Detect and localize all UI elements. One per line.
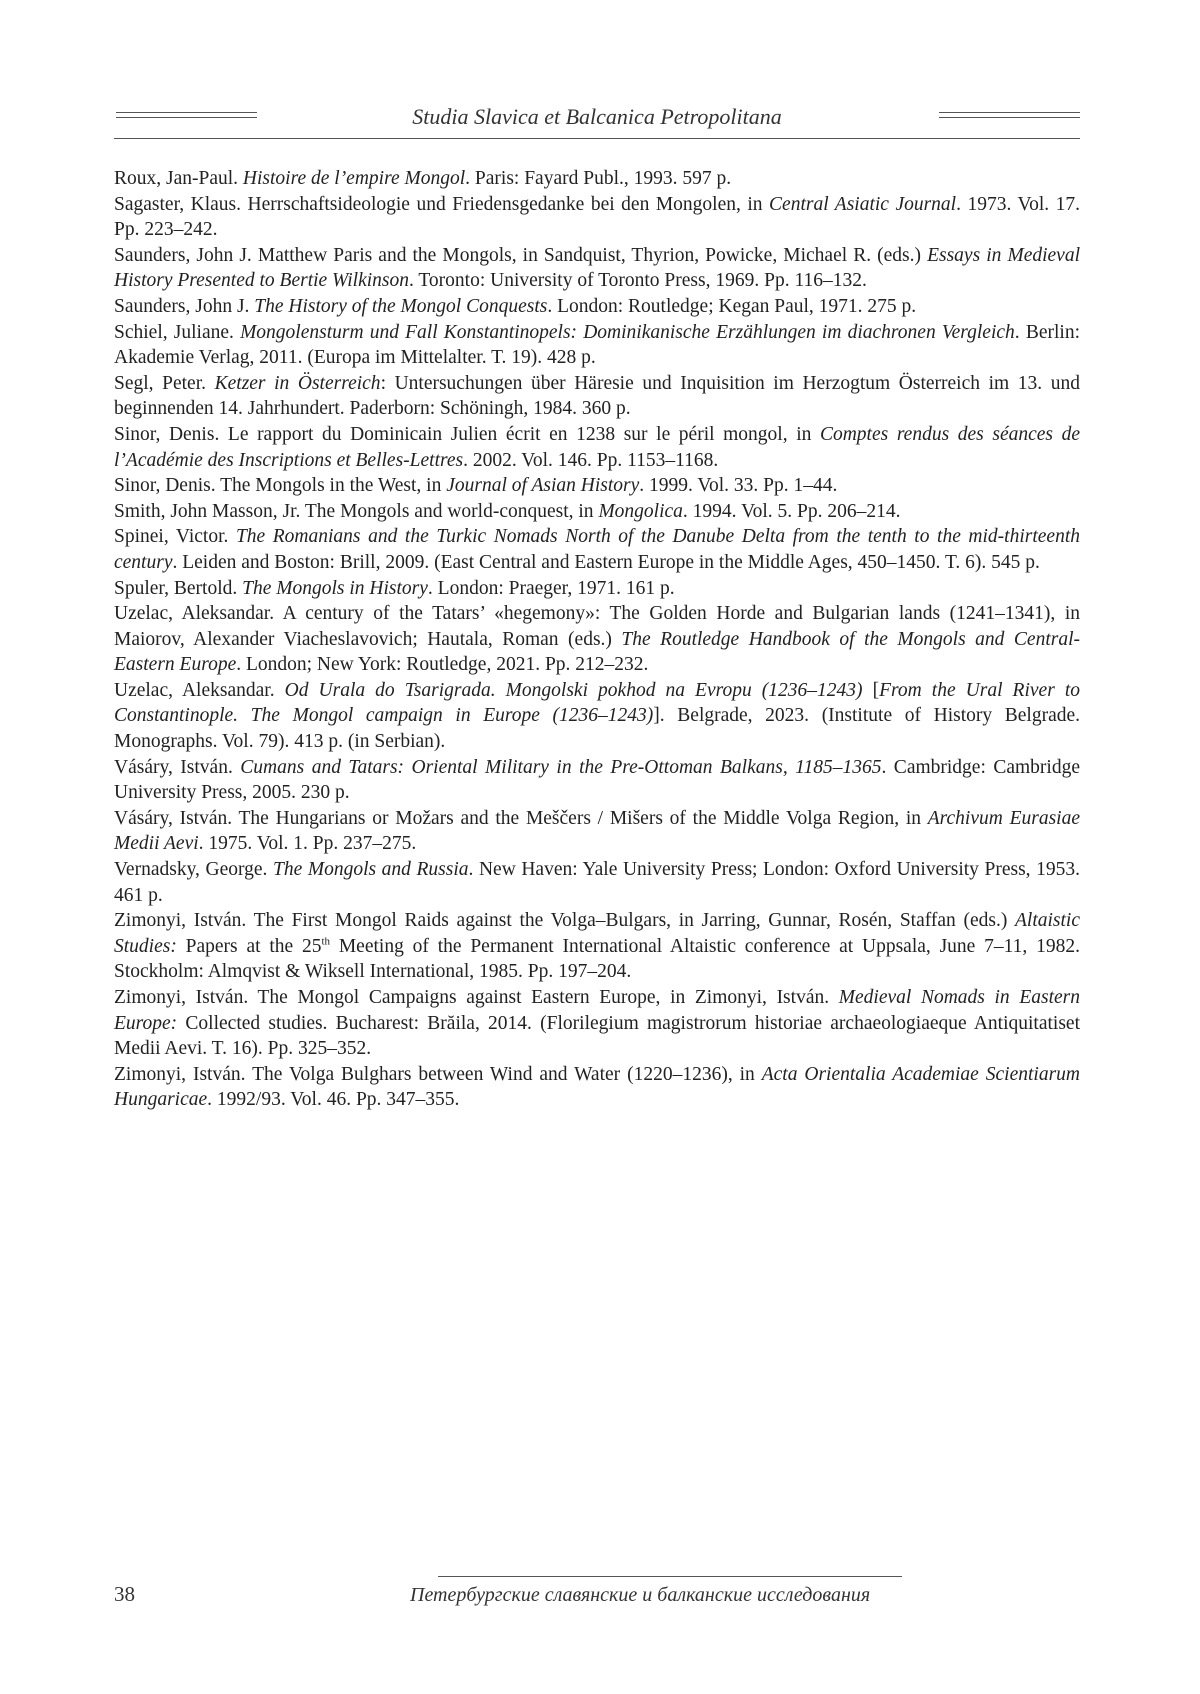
reference-text: : Untersuchungen über Häresie und Inquisition im Herzogtum Österreich im 13. und beginnenden 14. Jahrhundert. Paderborn: Schöningh, 1984. 360 p. (114, 372, 1080, 420)
reference-text: Papers at the 25 (176, 935, 322, 957)
italic-title: Mongolensturm und Fall Konstantinopels: Dominikanische Erzählungen im diachronen Vergleich (240, 321, 1015, 343)
reference-text: . New Haven: Yale University Press; London: Oxford University Press, 1953. 461 p. (114, 859, 1080, 906)
reference-entry (114, 294, 1080, 320)
reference-text: . London: Praeger, 1971. 161 p. (427, 577, 675, 599)
reference-text: . Cambridge: Cambridge University Press, 2005. 230 p. (114, 756, 1080, 804)
italic-title: The Mongols in History (242, 577, 428, 599)
italic-title: Medieval Nomads in Eastern Europe: (114, 987, 1080, 1034)
reference-text: . 1999. Vol. 33. Pp. 1–44. (639, 475, 838, 497)
reference-text: . Leiden and Boston: Brill, 2009. (East Central and Eastern Europe in the Middle Ages, 450–1450. T. 6). 545 p. (172, 551, 1040, 573)
italic-title: From the Ural River to Constantinople. The Mongol campaign in Europe (1236–1243) (114, 679, 1081, 727)
italic-title: Cumans and Tatars: Oriental Military in the Pre-Ottoman Balkans, 1185–1365 (240, 756, 882, 778)
reference-entry (114, 908, 1080, 985)
reference-text: Zimonyi, István. The Mongol Campaigns against Eastern Europe, in Zimonyi, István. (114, 987, 839, 1008)
reference-text: . Paris: Fayard Publ., 1993. 597 p. (465, 168, 732, 189)
superscript-text: th (321, 935, 331, 948)
reference-entry (114, 192, 1080, 243)
reference-text: Uzelac, Aleksandar. (114, 679, 285, 701)
footer-rule (438, 1576, 902, 1577)
reference-entry (114, 320, 1080, 371)
italic-title: Histoire de l’empire Mongol (242, 168, 466, 189)
reference-text: . 1992/93. Vol. 46. Pp. 347–355. (207, 1089, 460, 1111)
reference-entry (114, 1062, 1080, 1113)
reference-text: Sinor, Denis. The Mongols in the West, in (114, 475, 447, 497)
reference-text: Schiel, Juliane. (114, 321, 241, 343)
footer-journal-title: Петербургские славянские и балканские исследования (410, 1584, 871, 1606)
italic-title: Mongolica (598, 500, 683, 522)
reference-entry (114, 422, 1080, 473)
italic-title: The History of the Mongol Conquests (254, 295, 548, 317)
reference-text: . 1994. Vol. 5. Pp. 206–214. (682, 500, 901, 522)
reference-text: Vásáry, István. The Hungarians or Možars and the Meščers / Mišers of the Middle Volga Region, in (114, 807, 928, 829)
reference-text: Uzelac, Aleksandar. A century of the Tatars’ «hegemony»: The Golden Horde and Bulgarian lands (1241–1341), in Maiorov, Alexander Viacheslavovich; Hautala, Roman (eds.) (114, 603, 1080, 650)
reference-entry (114, 473, 1080, 499)
reference-text: Vásáry, István. (114, 756, 241, 778)
italic-title: Central Asiatic Journal (769, 193, 957, 215)
italic-title: Journal of Asian History (446, 475, 640, 497)
italic-title: Acta Orientalia Academiae Scientiarum Hungaricae (114, 1063, 1080, 1111)
reference-text: Spinei, Victor. (114, 526, 236, 548)
reference-entry (114, 371, 1080, 422)
italic-title: Essays in Medieval History Presented to Bertie Wilkinson (114, 244, 1080, 292)
reference-entry (114, 985, 1080, 1062)
reference-text: . 1975. Vol. 1. Pp. 237–275. (198, 833, 417, 855)
reference-text: . London: Routledge; Kegan Paul, 1971. 275 p. (547, 295, 917, 317)
italic-title: Comptes rendus des séances de l’Académie des Inscriptions et Belles-Lettres (114, 423, 1080, 471)
journal-title: Studia Slavica et Balcanica Petropolitana (412, 104, 782, 129)
reference-text: . 2002. Vol. 146. Pp. 1153–1168. (463, 449, 719, 471)
reference-text: Saunders, John J. Matthew Paris and the Mongols, in Sandquist, Thyrion, Powicke, Michael R. (eds.) (114, 244, 928, 266)
reference-list (114, 166, 1080, 1113)
reference-text: . Toronto: University of Toronto Press, 1969. Pp. 116–132. (408, 270, 867, 292)
reference-text: Sagaster, Klaus. Herrschaftsideologie und Friedensgedanke bei den Mongolen, in (114, 193, 770, 215)
italic-title: Od Urala do Tsarigrada. Mongolski pokhod na Evropu (1236–1243) (284, 679, 863, 701)
reference-text: Spuler, Bertold. (114, 577, 243, 599)
reference-text: Zimonyi, István. The Volga Bulghars between Wind and Water (1220–1236), in (114, 1063, 762, 1085)
header-right-double-rule (939, 112, 1080, 118)
reference-text: Segl, Peter. (114, 372, 215, 394)
reference-entry (114, 678, 1080, 755)
header-rule (114, 138, 1080, 139)
page-number: 38 (114, 1582, 135, 1606)
reference-text: Collected studies. Bucharest: Brăila, 2014. (Florilegium magistrorum historiae archaeologiaeque Antiquitatiset Medii Aevi. T. 16). Pp. 325–352. (114, 1012, 1080, 1060)
italic-title: Archivum Eurasiae Medii Aevi (114, 807, 1081, 855)
reference-entry (114, 755, 1080, 806)
reference-entry (114, 576, 1080, 602)
reference-text: Zimonyi, István. The First Mongol Raids against the Volga–Bulgars, in Jarring, Gunnar, Rosén, Staffan (eds.) (114, 910, 1015, 932)
italic-title: The Mongols and Russia (273, 859, 469, 881)
reference-text: Vernadsky, George. (114, 859, 273, 881)
reference-text: Saunders, John J. (114, 295, 255, 317)
reference-text: . London; New York: Routledge, 2021. Pp. 212–232. (236, 654, 649, 676)
reference-entry (114, 166, 1080, 192)
reference-text: [ (862, 679, 880, 701)
reference-text: ]. Belgrade, 2023. (Institute of History Belgrade. Monographs. Vol. 79). 413 p. (in Serbian). (114, 705, 1081, 753)
reference-text: . 1973. Vol. 17. Pp. 223–242. (114, 193, 1081, 241)
italic-title: The Romanians and the Turkic Nomads North of the Danube Delta from the tenth to the mid-thirteenth century (114, 526, 1080, 573)
reference-entry (114, 499, 1080, 525)
italic-title: The Routledge Handbook of the Mongols and Central-Eastern Europe (114, 628, 1080, 676)
italic-title: Altaistic Studies: (114, 910, 1080, 957)
reference-text: Roux, Jan-Paul. (114, 168, 243, 189)
italic-title: Ketzer in Österreich (214, 372, 381, 394)
running-header (114, 100, 1080, 142)
reference-entry (114, 806, 1080, 857)
reference-text: . Berlin: Akademie Verlag, 2011. (Europa im Mittelalter. T. 19). 428 p. (114, 321, 1080, 369)
reference-entry (114, 601, 1080, 678)
reference-text: Smith, John Masson, Jr. The Mongols and world-conquest, in (114, 500, 599, 522)
reference-entry (114, 243, 1080, 294)
reference-entry (114, 857, 1080, 908)
reference-text: Meeting of the Permanent International Altaistic conference at Uppsala, June 7–11, 1982. Stockholm: Almqvist & Wiksell International, 1985. Pp. 197–204. (114, 935, 1080, 983)
reference-entry (114, 524, 1080, 575)
reference-text: Sinor, Denis. Le rapport du Dominicain Julien écrit en 1238 sur le péril mongol, in (114, 423, 820, 445)
